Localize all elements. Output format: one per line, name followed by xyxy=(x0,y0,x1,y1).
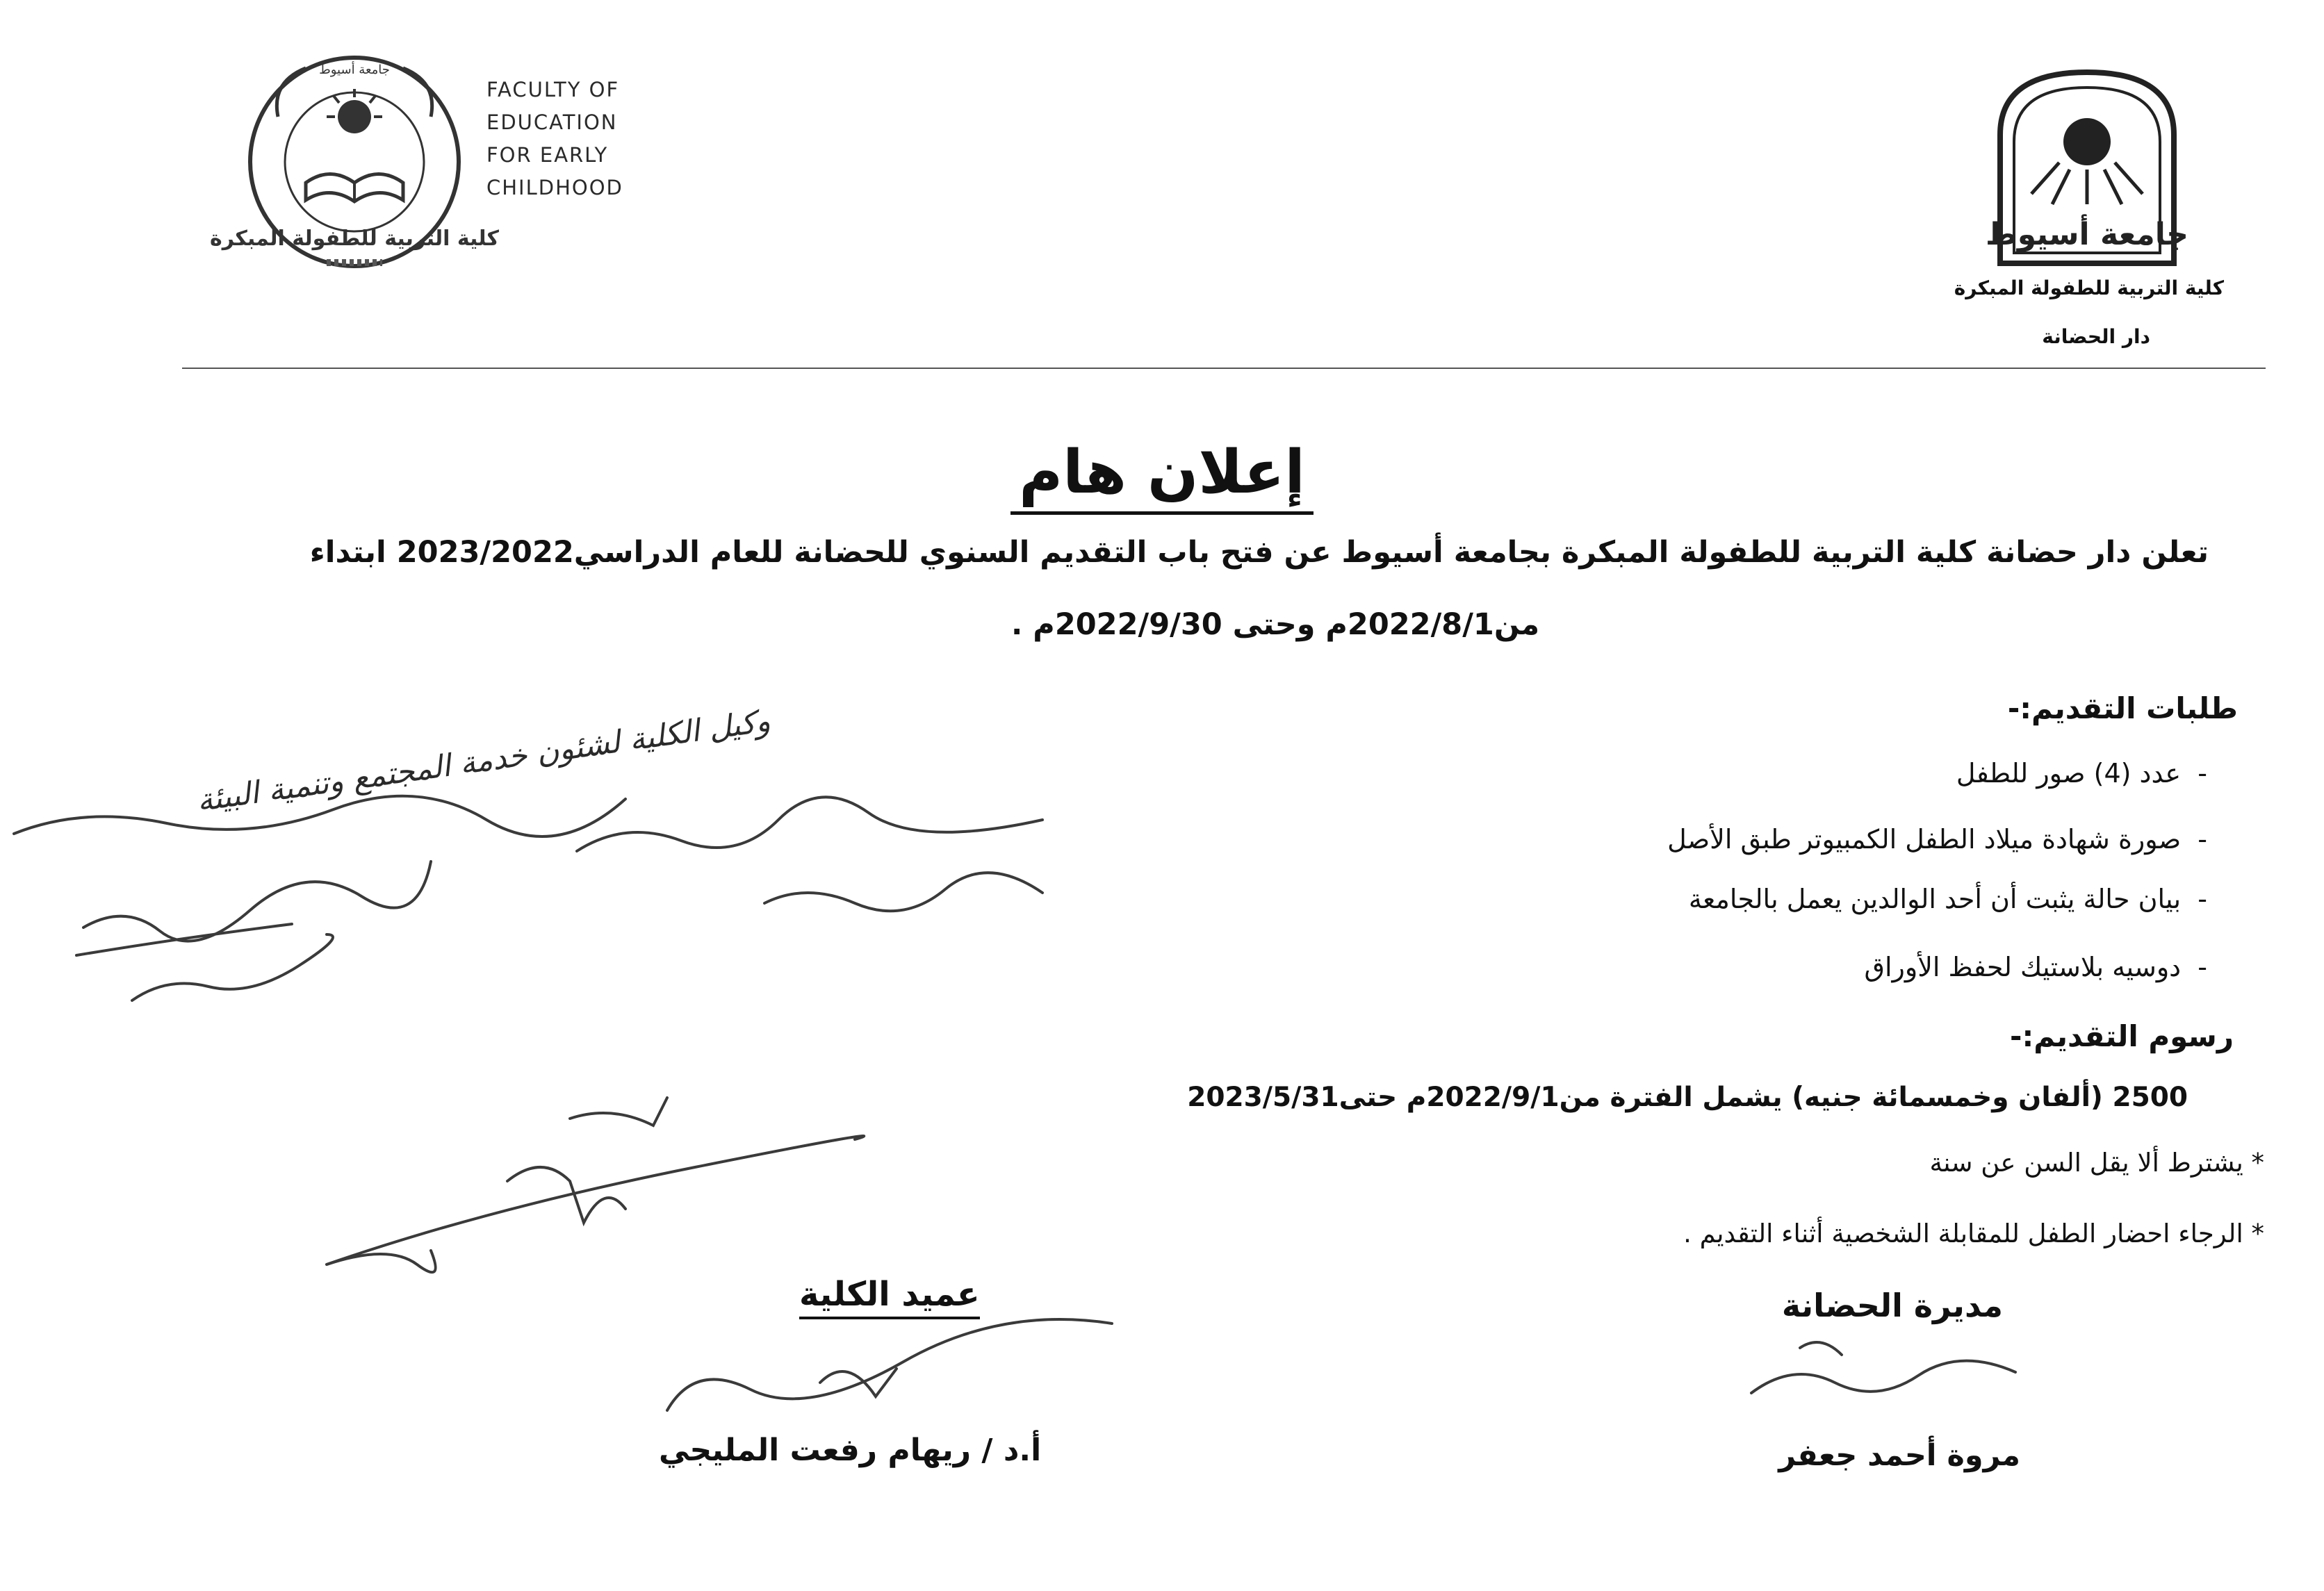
bullet: - xyxy=(2198,824,2207,855)
fees-text: 2500 (ألفان وخمسمائة جنيه) يشمل الفترة من2022/9/1م حتى2023/5/31 xyxy=(1187,1082,2188,1113)
requirement-item xyxy=(1864,952,2207,982)
faculty-seal-icon xyxy=(210,40,499,283)
nursery-director-name: مروة أحمد جعفر xyxy=(1778,1438,2020,1473)
faculty-name-line: FACULTY OF xyxy=(486,78,620,101)
faculty-name-line: EDUCATION xyxy=(486,110,618,134)
handwritten-scribble xyxy=(83,862,431,941)
requirements-heading: طلبات التقديم:- xyxy=(2007,691,2238,725)
announcement-title-text: إعلان هام xyxy=(1010,438,1314,515)
handwritten-scribble xyxy=(76,924,292,955)
seal-text: كلية التربية للطفولة المبكرة xyxy=(210,226,499,251)
handwritten-note: وكيل الكلية لشئون خدمة المجتمع وتنمية البيئة xyxy=(194,703,773,819)
nursery-name-ar: دار الحضانة xyxy=(2042,325,2150,348)
dean-signature xyxy=(820,1369,897,1396)
requirement-text: صورة شهادة ميلاد الطفل الكمبيوتر طبق الأصل xyxy=(1667,824,2182,855)
faculty-name-en xyxy=(486,74,623,204)
faculty-name-line: FOR EARLY xyxy=(486,143,609,167)
emblem-text: جامعة أسيوط xyxy=(1986,217,2188,252)
requirement-text: دوسيه بلاستيك لحفظ الأوراق xyxy=(1864,952,2182,982)
requirement-item xyxy=(1689,884,2207,914)
bullet: - xyxy=(2198,758,2207,789)
intro-line-1: تعلن دار حضانة كلية التربية للطفولة المبكرة بجامعة أسيوط عن فتح باب التقديم السنوي للحضانة للعام الدراسي2023/2022 ابتداء xyxy=(309,535,2209,570)
condition-item: * يشترط ألا يقل السن عن سنة xyxy=(1929,1148,2264,1178)
signature-scribble xyxy=(327,1136,864,1264)
seal-top-text: جامعة أسيوط xyxy=(319,63,390,77)
dean-title xyxy=(799,1275,980,1314)
handwritten-scribble xyxy=(764,873,1042,911)
announcement-title xyxy=(0,438,2324,507)
handwritten-scribble xyxy=(132,934,333,1000)
requirement-item xyxy=(1667,824,2207,855)
bullet: - xyxy=(2198,884,2207,914)
faculty-seal-logo xyxy=(210,40,499,283)
fees-heading: رسوم التقديم:- xyxy=(2010,1019,2234,1053)
dean-name: أ.د / ريهام رفعت المليجي xyxy=(659,1433,1042,1468)
requirement-item xyxy=(1956,758,2207,789)
dean-title-text: عميد الكلية xyxy=(799,1275,980,1319)
dean-signature xyxy=(667,1319,1112,1410)
assiut-university-emblem-icon xyxy=(1986,65,2188,265)
director-signature xyxy=(1800,1342,1842,1355)
intro-line-2: من2022/8/1م وحتى 2022/9/30م . xyxy=(1011,607,1540,642)
signature-scribble xyxy=(327,1251,436,1272)
header-divider xyxy=(182,368,2266,369)
requirement-text: بيان حالة يثبت أن أحد الوالدين يعمل بالجامعة xyxy=(1688,884,2182,914)
director-signature xyxy=(1751,1361,2015,1393)
handwritten-scribble xyxy=(14,796,625,836)
university-emblem-logo xyxy=(1986,65,2188,265)
nursery-director-title: مديرة الحضانة xyxy=(1781,1287,2003,1324)
signature-scribble xyxy=(570,1098,667,1126)
signature-scribble xyxy=(507,1167,625,1223)
condition-item: * الرجاء احضار الطفل للمقابلة الشخصية أثناء التقديم . xyxy=(1683,1219,2264,1248)
faculty-name-line: CHILDHOOD xyxy=(486,176,623,199)
faculty-name-ar: كلية التربية للطفولة المبكرة xyxy=(1954,277,2224,299)
handwritten-scribble xyxy=(577,797,1042,851)
bullet: - xyxy=(2198,952,2207,982)
requirement-text: عدد (4) صور للطفل xyxy=(1956,758,2182,789)
